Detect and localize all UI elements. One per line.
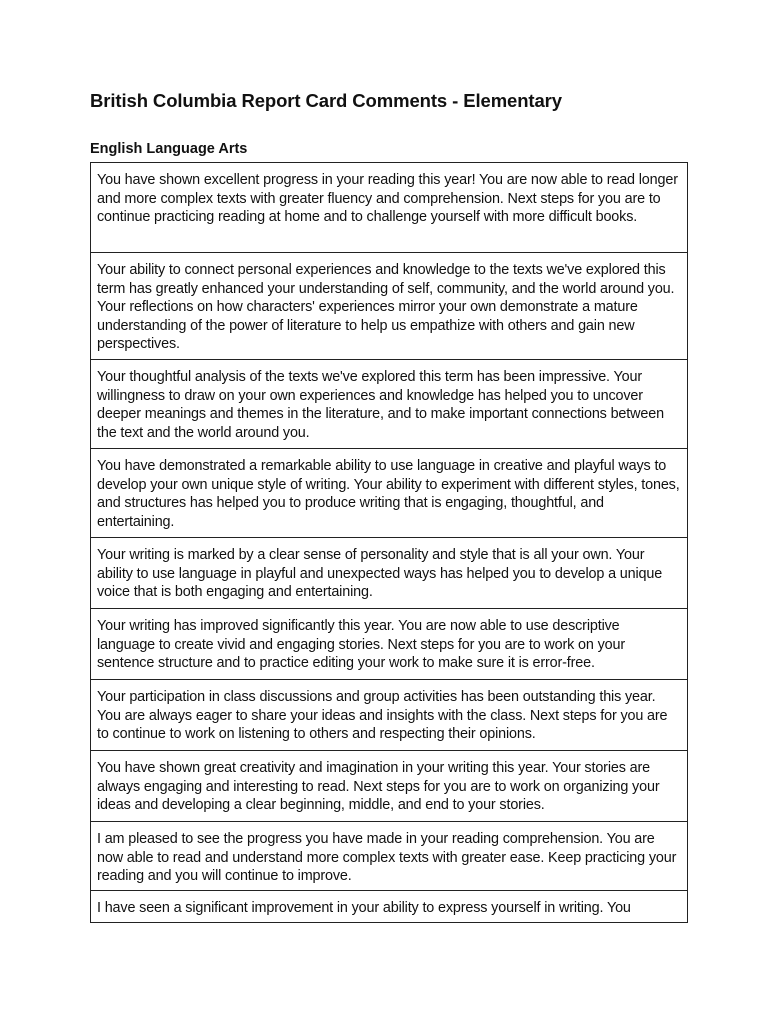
comment-row: You have shown excellent progress in your reading this year! You are now able to read longer and more complex texts with greater fluency and comprehension. Next steps for you are to continue practicing reading at home and to challenge yourself with more difficult books.: [91, 163, 687, 253]
comment-row: Your participation in class discussions and group activities has been outstanding this year. You are always eager to share your ideas and insights with the class. Next steps for you are to continue to work on listening to others and respecting their opinions.: [91, 680, 687, 751]
page-title: British Columbia Report Card Comments - Elementary: [90, 90, 562, 111]
comment-row: You have shown great creativity and imagination in your writing this year. Your stories are always engaging and interesting to read. Next steps for you are to work on organizing your ideas and developing a clear beginning, middle, and end to your stories.: [91, 751, 687, 822]
comment-row: I am pleased to see the progress you have made in your reading comprehension. You are now able to read and understand more complex texts with greater ease. Keep practicing your reading and you will continue to improve.: [91, 822, 687, 891]
section-heading: English Language Arts: [90, 141, 248, 157]
comment-row: Your writing has improved significantly this year. You are now able to use descriptive language to create vivid and engaging stories. Next steps for you are to work on your sentence structure and to practice editing your work to make sure it is error-free.: [91, 609, 687, 680]
comment-row: Your thoughtful analysis of the texts we've explored this term has been impressive. Your willingness to draw on your own experiences and knowledge has helped you to uncover deeper meanings and themes in the literature, and to make important connections between the text and the world around you.: [91, 360, 687, 449]
comments-table: [90, 162, 688, 923]
comment-row: I have seen a significant improvement in your ability to express yourself in writing. You: [97, 900, 631, 916]
comment-row: Your writing is marked by a clear sense of personality and style that is all your own. Your ability to use language in playful and unexpected ways has helped you to develop a unique voice that is both engaging and entertaining.: [91, 538, 687, 609]
comment-row: You have demonstrated a remarkable ability to use language in creative and playful ways to develop your own unique style of writing. Your ability to experiment with different styles, tones, and structures has helped you to produce writing that is engaging, thoughtful, and entertaining.: [91, 449, 687, 538]
comment-row: Your ability to connect personal experiences and knowledge to the texts we've explored this term has greatly enhanced your understanding of self, community, and the world around you. Your reflections on how characters' experiences mirror your own demonstrate a mature understanding of the power of literature to help us empathize with others and gain new perspectives.: [91, 253, 687, 360]
